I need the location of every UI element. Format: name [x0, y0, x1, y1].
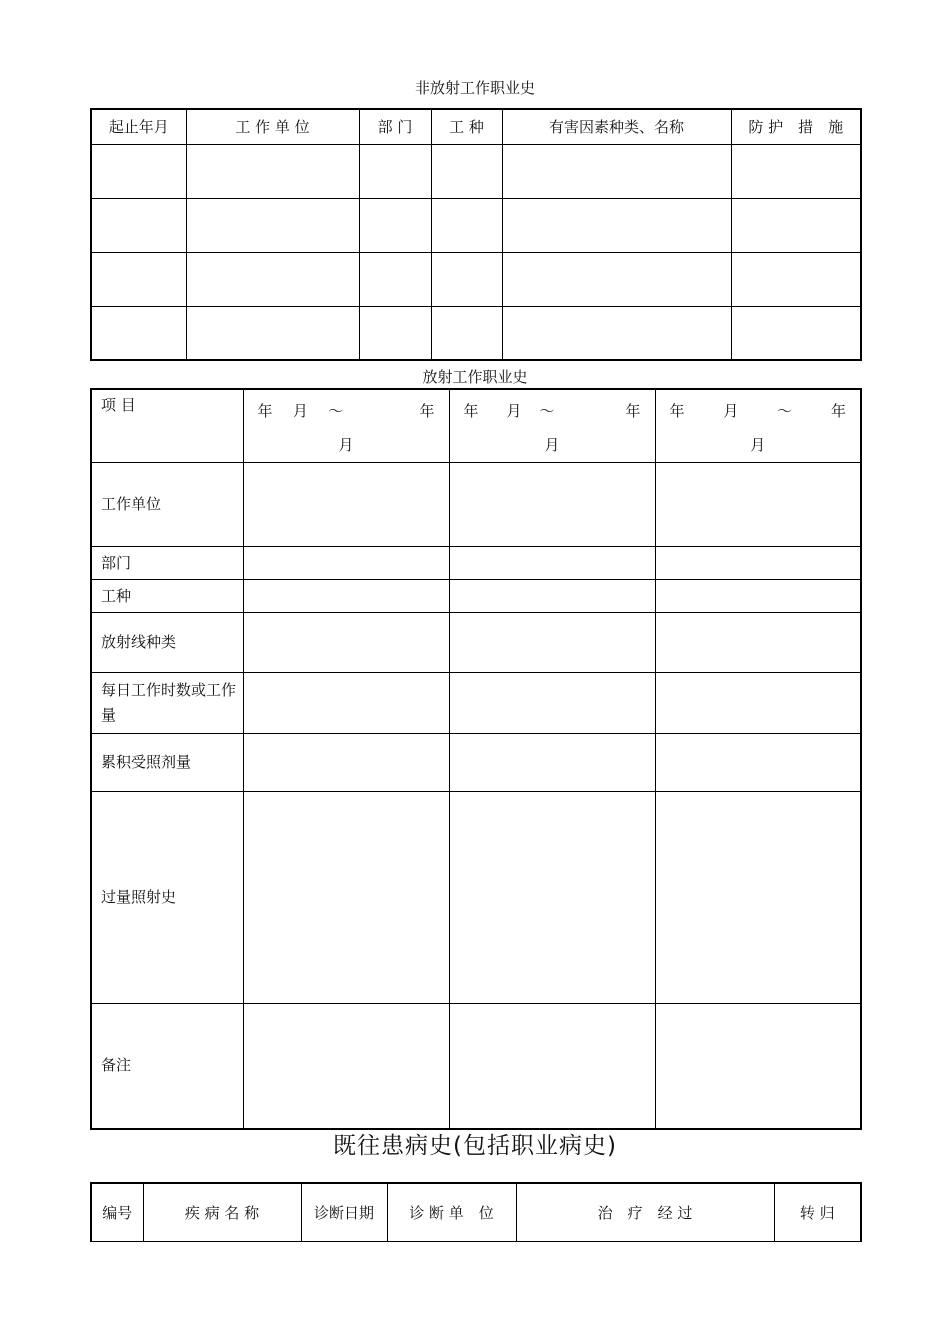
- table-header-row: [91, 109, 861, 144]
- header-employer: 工 作 单 位: [186, 109, 359, 144]
- header-item: 项 目: [91, 389, 243, 463]
- table-cell[interactable]: [431, 306, 502, 360]
- header-disease-name: 疾 病 名 称: [143, 1183, 301, 1241]
- table-cell[interactable]: [431, 198, 502, 252]
- table-cell[interactable]: [186, 252, 359, 306]
- table-cell[interactable]: [731, 198, 861, 252]
- non-radiation-history-title: 非放射工作职业史: [414, 79, 535, 97]
- header-period-2: [449, 389, 655, 463]
- period-1-line1: 年 月 ～ 年: [257, 402, 435, 420]
- past-medical-history-title: 既往患病史(包括职业病史): [333, 1133, 617, 1159]
- non-radiation-history-table: [90, 108, 862, 361]
- header-period: 起止年月: [91, 109, 186, 144]
- table-cell[interactable]: [449, 792, 655, 1004]
- header-number: 编号: [91, 1183, 143, 1241]
- period-1-line2: 月: [338, 436, 354, 454]
- table-cell[interactable]: [449, 673, 655, 734]
- table-cell[interactable]: [243, 792, 449, 1004]
- table-cell[interactable]: [449, 613, 655, 673]
- table-cell[interactable]: [655, 673, 861, 734]
- table-row: [91, 673, 861, 734]
- table-row: [91, 144, 861, 198]
- radiation-history-title: 放射工作职业史: [422, 368, 528, 386]
- row-label-radiation-type: 放射线种类: [91, 613, 243, 673]
- table-row: [91, 792, 861, 1004]
- header-hazard-factors: 有害因素种类、名称: [502, 109, 731, 144]
- row-label-daily-hours: 每日工作时数或工作量: [91, 673, 243, 734]
- table-cell[interactable]: [655, 792, 861, 1004]
- table-cell[interactable]: [731, 306, 861, 360]
- table-header-row: [91, 389, 861, 463]
- table-cell[interactable]: [502, 252, 731, 306]
- header-diagnosis-unit: 诊 断 单 位: [387, 1183, 516, 1241]
- row-label-remarks: 备注: [91, 1004, 243, 1129]
- table-cell[interactable]: [502, 306, 731, 360]
- table-cell[interactable]: [243, 1004, 449, 1129]
- table-cell[interactable]: [243, 734, 449, 792]
- table-row: [91, 252, 861, 306]
- table-cell[interactable]: [91, 306, 186, 360]
- table-cell[interactable]: [655, 613, 861, 673]
- header-period-3: [655, 389, 861, 463]
- table-cell[interactable]: [449, 734, 655, 792]
- row-label-overexposure: 过量照射史: [91, 792, 243, 1004]
- header-job-type: 工 种: [431, 109, 502, 144]
- table-cell[interactable]: [243, 463, 449, 547]
- row-label-job-type: 工种: [91, 580, 243, 613]
- table-cell[interactable]: [359, 252, 431, 306]
- table-row: [91, 198, 861, 252]
- table-cell[interactable]: [655, 1004, 861, 1129]
- table-cell[interactable]: [186, 198, 359, 252]
- row-label-employer: 工作单位: [91, 463, 243, 547]
- table-cell[interactable]: [359, 198, 431, 252]
- table-cell[interactable]: [449, 463, 655, 547]
- table-row: [91, 613, 861, 673]
- header-diagnosis-date: 诊断日期: [301, 1183, 387, 1241]
- row-label-department: 部门: [91, 547, 243, 580]
- table-cell[interactable]: [731, 144, 861, 198]
- table-cell[interactable]: [502, 144, 731, 198]
- table-cell[interactable]: [243, 673, 449, 734]
- header-outcome: 转 归: [774, 1183, 861, 1241]
- table-cell[interactable]: [243, 580, 449, 613]
- past-medical-history-table: [90, 1182, 862, 1242]
- table-row: [91, 547, 861, 580]
- table-row: [91, 463, 861, 547]
- table-cell[interactable]: [449, 547, 655, 580]
- table-cell[interactable]: [186, 306, 359, 360]
- table-cell[interactable]: [655, 463, 861, 547]
- header-treatment: 治 疗 经 过: [516, 1183, 774, 1241]
- table-cell[interactable]: [243, 547, 449, 580]
- table-cell[interactable]: [359, 306, 431, 360]
- row-label-cumulative-dose: 累积受照剂量: [91, 734, 243, 792]
- table-cell[interactable]: [359, 144, 431, 198]
- table-header-row: [91, 1183, 861, 1241]
- period-2-line2: 月: [544, 436, 560, 454]
- table-cell[interactable]: [655, 580, 861, 613]
- table-cell[interactable]: [243, 613, 449, 673]
- table-cell[interactable]: [186, 144, 359, 198]
- table-row: [91, 734, 861, 792]
- header-protection: 防 护 措 施: [731, 109, 861, 144]
- header-department: 部 门: [359, 109, 431, 144]
- table-cell[interactable]: [91, 198, 186, 252]
- table-cell[interactable]: [655, 734, 861, 792]
- table-cell[interactable]: [431, 252, 502, 306]
- header-period-1: [243, 389, 449, 463]
- table-row: [91, 306, 861, 360]
- table-cell[interactable]: [91, 144, 186, 198]
- table-cell[interactable]: [449, 580, 655, 613]
- period-3-line2: 月: [750, 436, 766, 454]
- period-3-line1: 年 月 ～ 年: [669, 402, 846, 420]
- table-cell[interactable]: [502, 198, 731, 252]
- table-row: [91, 1004, 861, 1129]
- table-cell[interactable]: [431, 144, 502, 198]
- period-2-line1: 年 月 ～ 年: [463, 402, 641, 420]
- radiation-history-table: [90, 388, 862, 1130]
- table-cell[interactable]: [449, 1004, 655, 1129]
- table-cell[interactable]: [731, 252, 861, 306]
- table-cell[interactable]: [91, 252, 186, 306]
- table-row: [91, 580, 861, 613]
- table-cell[interactable]: [655, 547, 861, 580]
